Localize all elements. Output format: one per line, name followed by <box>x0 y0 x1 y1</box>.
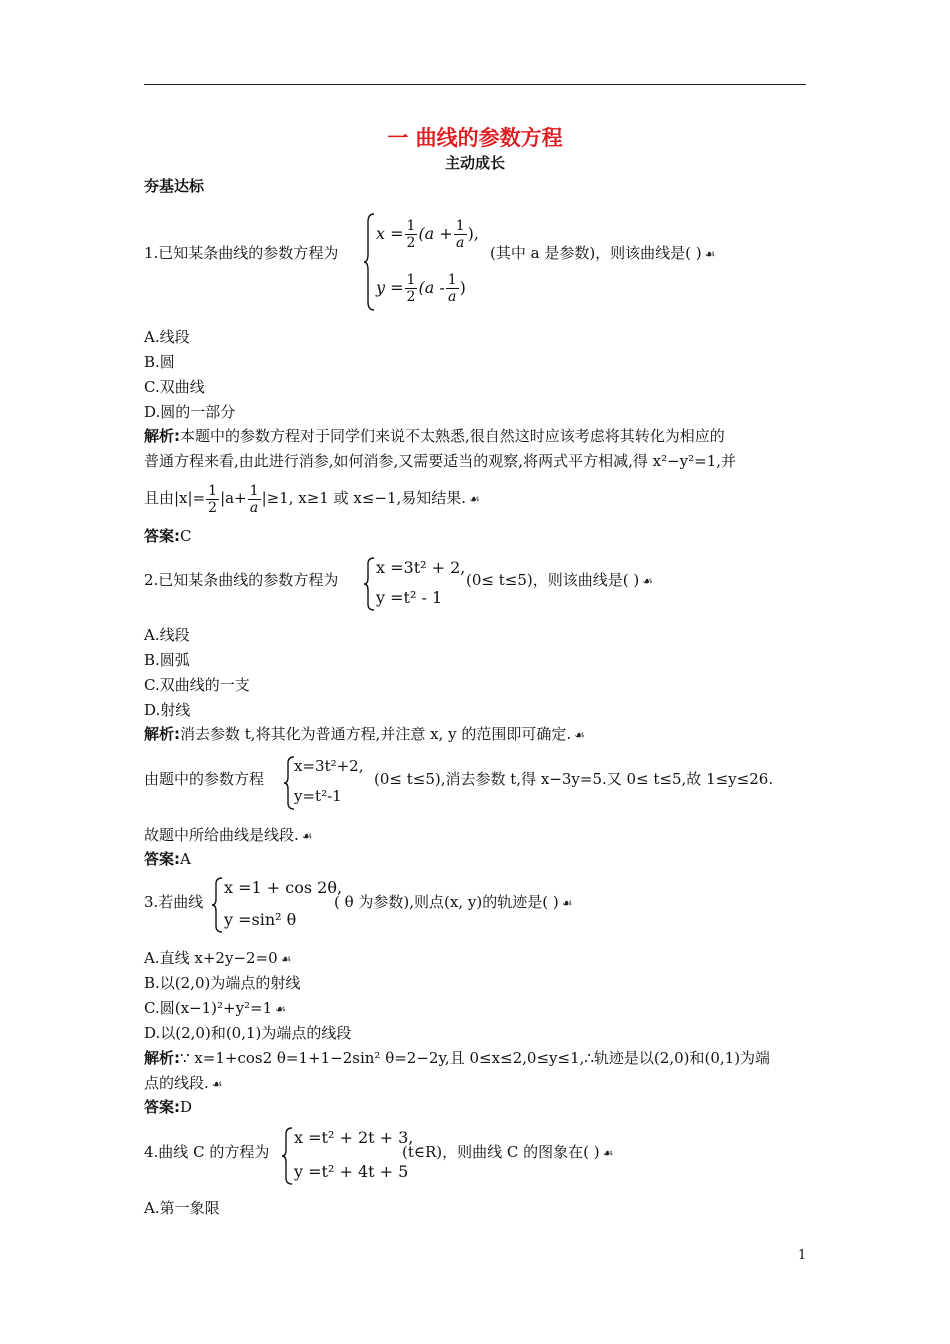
q3-option-b: B.以(2,0)为端点的射线 <box>144 974 301 992</box>
q3-stem-suffix: ( θ 为参数),则点(x, y)的轨迹是( ) ☙ <box>334 893 573 911</box>
q3-equation-system <box>212 876 343 934</box>
q1-stem-prefix: 1.已知某条曲线的参数方程为 <box>144 244 339 262</box>
q2-option-d: D.射线 <box>144 701 191 719</box>
q2-analysis-line2-suffix: (0≤ t≤5),消去参数 t,得 x−3y=5.又 0≤ t≤5,故 1≤y≤26. <box>374 770 774 788</box>
q2-sys-y: y=t²-1 <box>294 787 342 805</box>
q1-analysis-line2: 普通方程来看,由此进行消参,如何消参,又需要适当的观察,将两式平方相减,得 x²−y²=1,并 <box>144 452 737 470</box>
q1-answer: 答案:C <box>144 527 192 545</box>
q2-equation-system <box>364 556 474 612</box>
hand-pointer-icon: ☙ <box>275 1002 286 1016</box>
q2-stem-suffix: (0≤ t≤5)，则该曲线是( ) ☙ <box>466 571 653 589</box>
q4-brace <box>282 1126 294 1186</box>
q4-option-a: A.第一象限 <box>144 1199 220 1217</box>
q2-stem-prefix: 2.已知某条曲线的参数方程为 <box>144 571 339 589</box>
q4-stem-suffix: (t∈R)，则曲线 C 的图象在( ) ☙ <box>402 1143 614 1161</box>
hand-pointer-icon: ☙ <box>561 896 573 910</box>
q2-eq-y: y =t² - 1 <box>376 588 443 607</box>
q3-stem-prefix: 3.若曲线 <box>144 893 204 911</box>
q2-option-b: B.圆弧 <box>144 651 190 669</box>
hand-pointer-icon: ☙ <box>301 829 313 843</box>
q2-analysis-line1: 解析:消去参数 t,将其化为普通方程,并注意 x, y 的范围即可确定. ☙ <box>144 725 585 743</box>
q2-analysis-line3: 故题中所给曲线是线段. ☙ <box>144 826 313 844</box>
hand-pointer-icon: ☙ <box>602 1146 614 1160</box>
q4-eq-y: y =t² + 4t + 5 <box>294 1162 409 1181</box>
q2-answer: 答案:A <box>144 850 191 868</box>
q4-eq-x: x =t² + 2t + 3, <box>294 1128 414 1147</box>
q3-brace <box>212 876 224 934</box>
q3-option-a: A.直线 x+2y−2=0 ☙ <box>144 949 292 967</box>
header-rule <box>144 84 806 85</box>
q1-analysis-line1: 解析:本题中的参数方程对于同学们来说不太熟悉,很自然这时应该考虑将其转化为相应的 <box>144 427 725 445</box>
page-number: 1 <box>798 1248 807 1263</box>
hand-pointer-icon: ☙ <box>642 574 653 588</box>
q3-eq-x: x =1 + cos 2θ, <box>224 878 343 897</box>
q2-option-c: C.双曲线的一支 <box>144 676 250 694</box>
q1-option-a: A.线段 <box>144 328 190 346</box>
page-title: 一 曲线的参数方程 <box>387 126 563 150</box>
q1-eq-x: x = $\frac{1}{2}$ (a + $\frac{1}{a}$ ), <box>376 218 479 251</box>
q2-option-a: A.线段 <box>144 626 190 644</box>
q1-stem-suffix: (其中 a 是参数)，则该曲线是( ) ☙ <box>490 244 716 262</box>
hand-pointer-icon: ☙ <box>211 1077 223 1091</box>
q2-eq-x: x =3t² + 2, <box>376 558 466 577</box>
q2-sys-x: x=3t²+2, <box>294 757 364 775</box>
q1-option-b: B.圆 <box>144 353 175 371</box>
page-subtitle: 主动成长 <box>444 154 505 172</box>
section-heading: 夯基达标 <box>144 177 205 195</box>
q1-brace <box>364 212 376 312</box>
q4-equation-system <box>282 1126 412 1186</box>
q2-brace <box>364 556 376 612</box>
q1-eq-y: y = $\frac{1}{2}$ (a - $\frac{1}{a}$ ) <box>376 272 466 305</box>
q1-analysis-line3: 且由|x|= $\frac{1}{2}$ |a+ $\frac{1}{a}$ |≥1, x≥1 或 x≤−1,易知结果. ☙ <box>144 478 480 519</box>
q4-stem-prefix: 4.曲线 C 的方程为 <box>144 1143 270 1161</box>
q2-analysis-line2-prefix: 由题中的参数方程 <box>144 770 265 788</box>
q3-answer: 答案:D <box>144 1098 193 1116</box>
hand-pointer-icon: ☙ <box>280 952 292 966</box>
q3-option-d: D.以(2,0)和(0,1)为端点的线段 <box>144 1024 352 1042</box>
q3-option-c: C.圆(x−1)²+y²=1 ☙ <box>144 999 286 1017</box>
q3-eq-y: y =sin² θ <box>224 910 297 929</box>
hand-pointer-icon: ☙ <box>469 492 480 506</box>
q1-option-d: D.圆的一部分 <box>144 403 236 421</box>
hand-pointer-icon: ☙ <box>574 728 585 742</box>
q1-option-c: C.双曲线 <box>144 378 205 396</box>
q3-analysis-line2: 点的线段. ☙ <box>144 1074 223 1092</box>
q2-analysis-system <box>284 755 374 811</box>
q1-equation-system <box>364 212 494 312</box>
hand-pointer-icon: ☙ <box>704 247 716 261</box>
q3-analysis-line1: 解析:∵ x=1+cos2 θ=1+1−2sin² θ=2−2y,且 0≤x≤2,0≤y≤1,∴轨迹是以(2,0)和(0,1)为端 <box>144 1049 771 1067</box>
